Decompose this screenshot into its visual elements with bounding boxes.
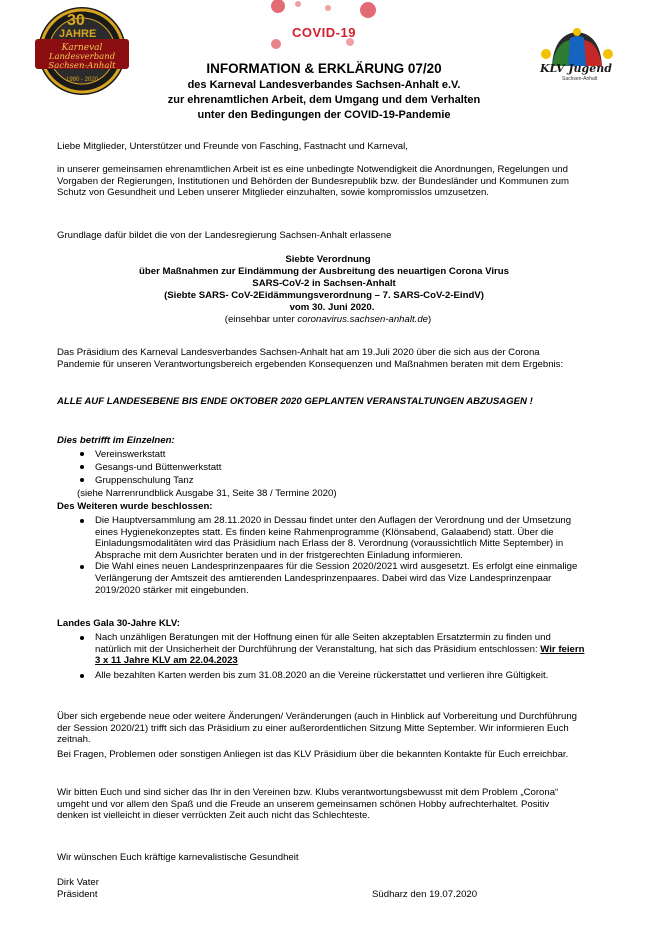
logo-bottom: 1990 - 2020: [65, 77, 99, 83]
signature-title: Präsident: [57, 889, 98, 900]
list-item: Gruppenschulung Tanz: [95, 474, 221, 487]
header-line3: zur ehrenamtlichen Arbeit, dem Umgang und dem Verhalten: [167, 94, 481, 106]
greeting: Liebe Mitglieder, Unterstützer und Freunde von Fasching, Fastnacht und Karneval,: [57, 141, 408, 152]
list-item: Alle bezahlten Karten werden bis zum 31.08.2020 an die Vereine rückerstattet und verlieren ihre Gültigkeit.: [95, 670, 585, 682]
verordnung-line5: vom 30. Juni 2020.: [289, 302, 375, 313]
paragraph-contact: Bei Fragen, Problemen oder sonstigen Anliegen ist das KLV Präsidium über die bekannten Kontakte für Euch erreichbar.: [57, 749, 569, 760]
verordnung-line3: SARS-CoV-2 in Sachsen-Anhalt: [252, 278, 396, 289]
verordnung-line2: über Maßnahmen zur Eindämmung der Ausbreitung des neuartigen Corona Virus: [139, 266, 509, 277]
place-date: Südharz den 19.07.2020: [372, 889, 478, 900]
weiteren-list: [95, 515, 595, 596]
verordnung-source: [0, 314, 648, 326]
paragraph-updates: Über sich ergebende neue oder weitere Änderungen/ Veränderungen (auch in Hinblick auf Vorbereitung und Durchführung der Session 2020/21) trifft sich das Präsidium zu einer außerordentlichen Sitzung Mitte September. Wir informieren Euch zeitnah.: [57, 711, 578, 746]
logo-number: 30: [67, 12, 85, 29]
verordnung-line4: (Siebte SARS- CoV-2Eidämmungsverordnung – 7. SARS-CoV-2-EindV): [164, 290, 484, 301]
list-item: Die Wahl eines neuen Landesprinzenpaares für die Session 2020/2021 wird ausgesetzt. Es erfolgt eine einmalige Verlängerung der Amtszeit des amtierenden Landesprinzenpaares. Dabei wird das Vize Landesprinzenpaar 2019/2020 stärker mit eingebunden.: [95, 561, 595, 596]
einzelnen-list: [95, 448, 221, 487]
weiteren-heading: Des Weiteren wurde beschlossen:: [57, 501, 213, 512]
source-link[interactable]: coronavirus.sachsen-anhalt.de: [297, 314, 428, 325]
paragraph-intro: in unserer gemeinsamen ehrenamtlichen Arbeit ist es eine unbedingte Notwendigkeit die Anordnungen, Regelungen und Vorgaben der Regierungen, Institutionen und Behörden der Bundesrepublik bzw. der Bundesländer und Kommunen zum Schutz von Gesundheit und Leben unserer Mitglieder einzuhalten, sowie kompromisslos umzusetzen.: [57, 164, 570, 199]
gala-date-highlight: Wir feiern 3 x 11 Jahre KLV am 22.04.2023: [95, 643, 585, 667]
logo-line2: Landesverband: [48, 52, 116, 62]
logo-line3: Sachsen-Anhalt: [48, 61, 116, 71]
source-prefix: (einsehbar unter: [224, 314, 295, 325]
paragraph-wishes: Wir wünschen Euch kräftige karnevalistische Gesundheit: [57, 852, 299, 863]
klv-jugend-logo: [534, 26, 620, 86]
list-item: [95, 632, 585, 667]
cancellation-headline: ALLE AUF LANDESEBENE BIS ENDE OKTOBER 2020 GEPLANTEN VERANSTALTUNGEN ABZUSAGEN !: [57, 396, 533, 407]
einzelnen-note: (siehe Narrenrundblick Ausgabe 31, Seite 38 / Termine 2020): [77, 488, 337, 499]
gala-list: [95, 632, 585, 681]
list-item: Vereinswerkstatt: [95, 448, 221, 461]
paragraph-appeal: Wir bitten Euch und sind sicher das Ihr in den Vereinen bzw. Klubs verantwortungsbewusst mit dem Problem „Corona“ umgeht und vor allem den Spaß und die Freude an unserem gemeinsamen schönen Hobby aufrechterhaltet. Positiv denken ist vielleicht in dieser verrückten Zeit auch nicht das Schlechteste.: [57, 787, 559, 822]
list-item: Die Hauptversammlung am 28.11.2020 in Dessau findet unter den Auflagen der Verordnung und der Umsetzung eines Hygienekonzeptes statt. Es finden keine Rahmenprogramme (Klönsabend, Galaabend) statt. Über die Einladungsmodalitäten wird das Präsidium nach Erlass der 8. Verordnung (voraussichtlich Mitte September) in Absprache mit dem Ausrichter beraten und in der fristgerechten Einladung informieren.: [95, 515, 595, 561]
signature-name: Dirk Vater: [57, 877, 99, 888]
logo-jahre: JAHRE: [59, 28, 97, 40]
header-line4: unter den Bedingungen der COVID-19-Pandemie: [197, 109, 451, 121]
logo-line1: Karneval: [61, 43, 103, 53]
verordnung-line1: Siebte Verordnung: [285, 254, 371, 265]
document-title: INFORMATION & ERKLÄRUNG 07/20: [206, 61, 442, 76]
einzelnen-heading: Dies betrifft im Einzelnen:: [57, 435, 175, 446]
paragraph-praesidium: Das Präsidium des Karneval Landesverbandes Sachsen-Anhalt hat am 19.Juli 2020 über die sich aus der Corona Pandemie für unseren Verantwortungsbereich ergebenden Konsequenzen und Maßnahmen beraten mit dem Ergebnis:: [57, 347, 564, 370]
jugend-name: KLV Jugend: [540, 62, 612, 75]
gala-heading: Landes Gala 30-Jahre KLV:: [57, 618, 180, 629]
covid-banner: [268, 0, 380, 50]
header-line2: des Karneval Landesverbandes Sachsen-Anhalt e.V.: [187, 79, 461, 91]
paragraph-grundlage: Grundlage dafür bildet die von der Landesregierung Sachsen-Anhalt erlassene: [57, 230, 392, 241]
source-suffix: ): [428, 314, 432, 325]
jugend-sub: Sachsen-Anhalt: [562, 76, 598, 82]
covid-label: COVID-19: [292, 25, 356, 40]
verordnung-block: [0, 254, 648, 326]
list-item: Gesangs-und Büttenwerkstatt: [95, 462, 222, 473]
gala-item1-text: Nach unzähligen Beratungen mit der Hoffnung einen für alle Seiten akzeptablen Ersatztermin zu finden und natürlich mit der Unsicherheit der Durchführung der Veranstaltung, hat sich das Präsidium entschlossen:: [95, 632, 551, 655]
